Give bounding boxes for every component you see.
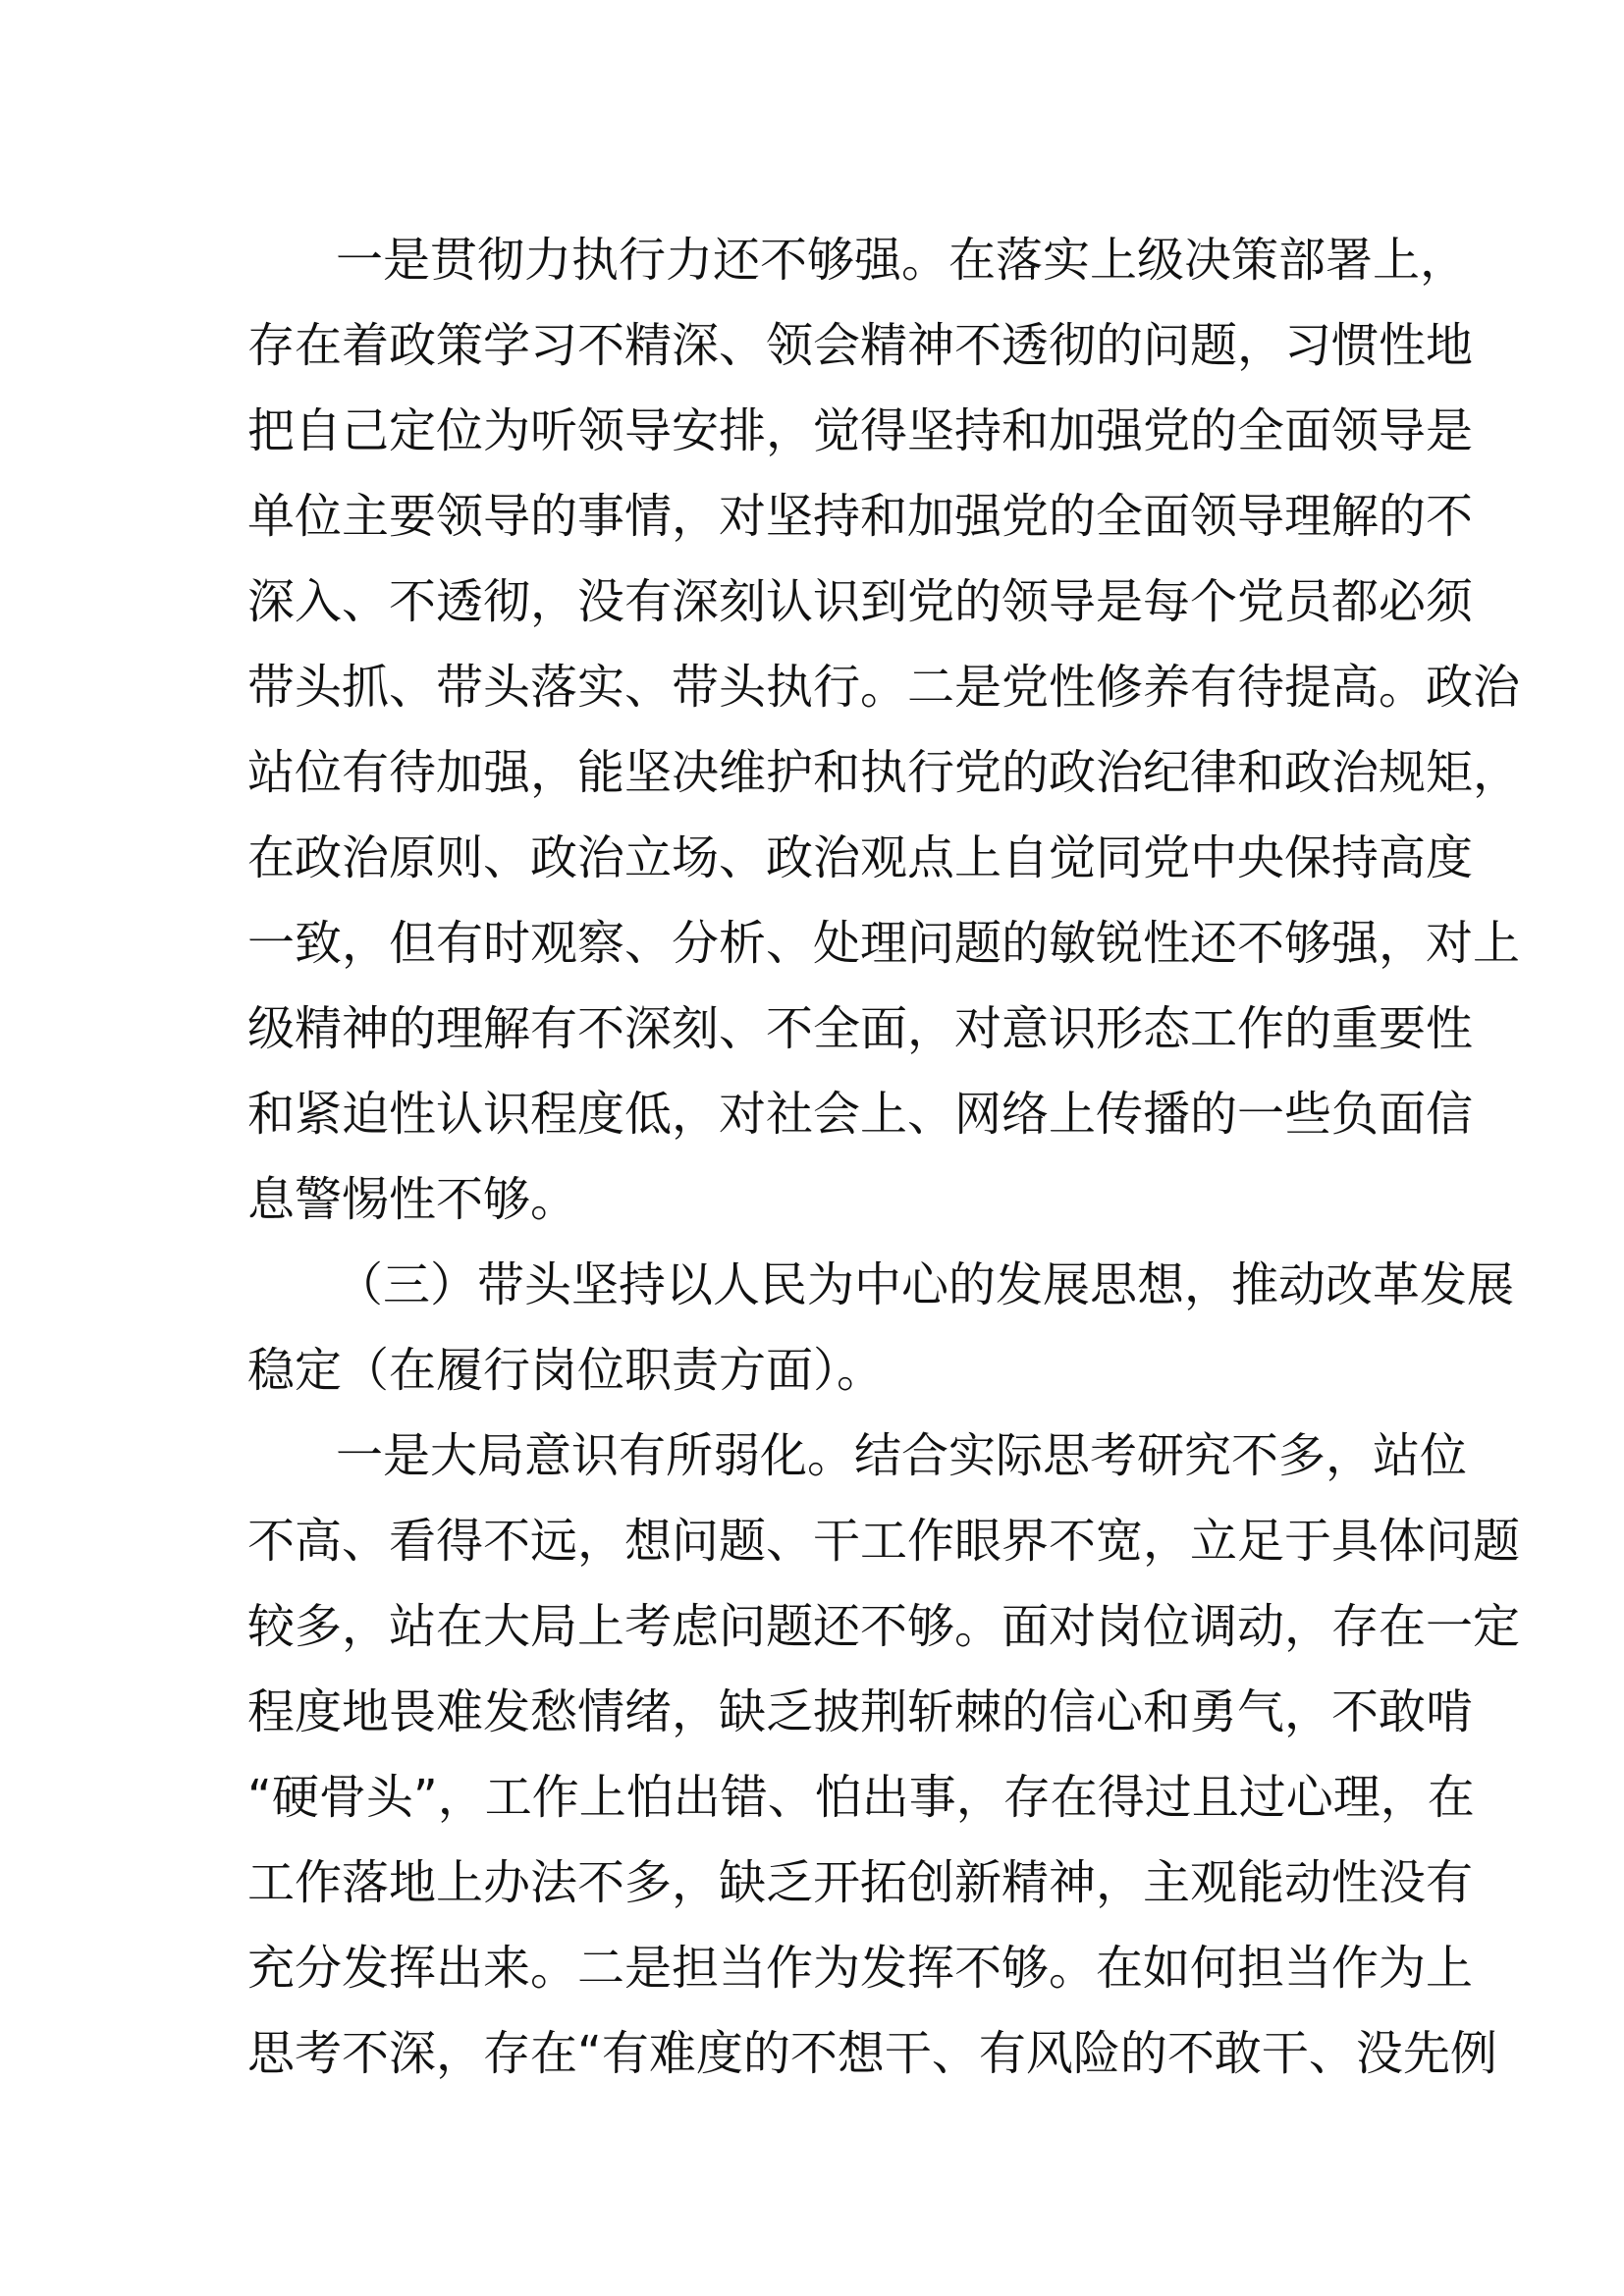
text-line: 较多，站在大局上考虑问题还不够。面对岗位调动，存在一定 [247,1599,1521,1654]
text-line: 带头抓、带头落实、带头执行。二是党性修养有待提高。政治 [247,660,1521,715]
text-line: 思考不深，存在“有难度的不想干、有风险的不敢干、没先例 [247,2026,1497,2081]
text-line: 把自己定位为听领导安排，觉得坚持和加强党的全面领导是 [247,403,1474,458]
text-line: 在政治原则、政治立场、政治观点上自觉同党中央保持高度 [247,830,1474,885]
text-line: 一是贯彻力执行力还不够强。在落实上级决策部署上， [336,233,1468,288]
text-line: 和紧迫性认识程度低，对社会上、网络上传播的一些负面信 [247,1087,1474,1142]
text-line: 息警惕性不够。 [247,1172,578,1227]
text-line: “硬骨头”，工作上怕出错、怕出事，存在得过且过心理，在 [247,1770,1475,1825]
text-line: 一致，但有时观察、分析、处理问题的敏锐性还不够强，对上 [247,916,1521,971]
section-heading-line: 稳定（在履行岗位职责方面）。 [247,1343,885,1398]
document-page [247,218,1521,2097]
text-line: 一是大局意识有所弱化。结合实际思考研究不多，站位 [336,1428,1468,1483]
text-line: 不高、看得不远，想问题、干工作眼界不宽，立足于具体问题 [247,1514,1521,1569]
text-line: 存在着政策学习不精深、领会精神不透彻的问题，习惯性地 [247,318,1474,373]
section-heading-line: （三）带头坚持以人民为中心的发展思想，推动改革发展 [336,1257,1515,1312]
text-line: 充分发挥出来。二是担当作为发挥不够。在如何担当作为上 [247,1941,1474,1996]
text-line: 站位有待加强，能坚决维护和执行党的政治纪律和政治规矩， [247,745,1521,800]
text-line: 单位主要领导的事情，对坚持和加强党的全面领导理解的不 [247,489,1474,544]
text-line: 级精神的理解有不深刻、不全面，对意识形态工作的重要性 [247,1001,1474,1056]
text-line: 深入、不透彻，没有深刻认识到党的领导是每个党员都必须 [247,574,1474,629]
text-line: 程度地畏难发愁情绪，缺乏披荆斩棘的信心和勇气，不敢啃 [247,1684,1474,1739]
text-line: 工作落地上办法不多，缺乏开拓创新精神，主观能动性没有 [247,1855,1474,1910]
